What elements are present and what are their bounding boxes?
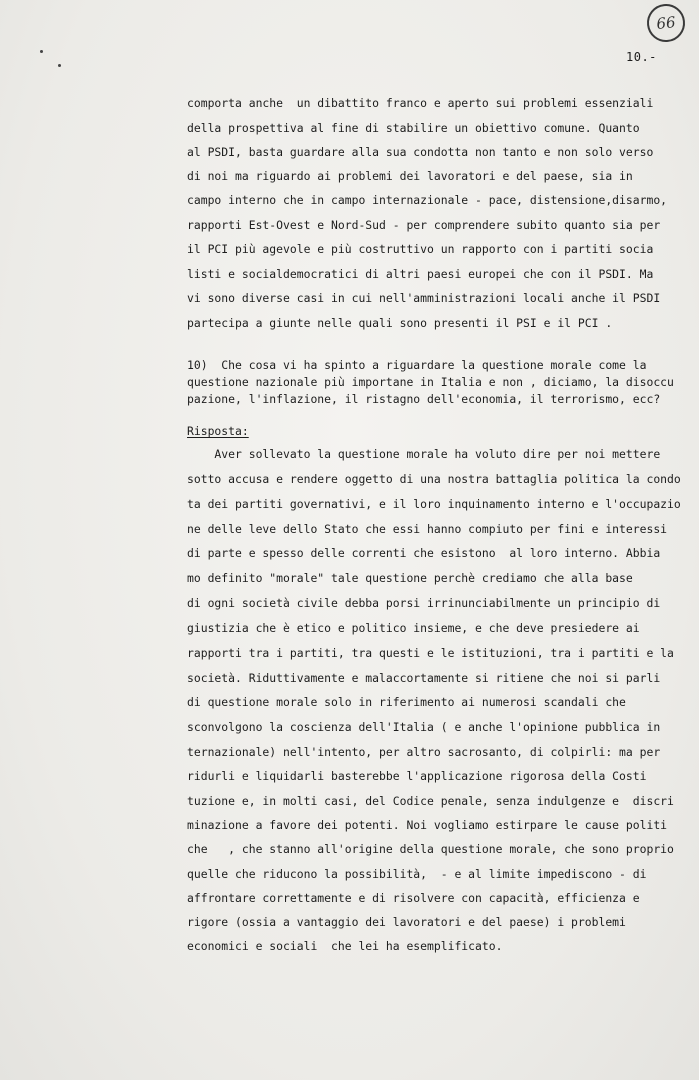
margin-mark-dot: [40, 50, 43, 53]
answer-line: sotto accusa e rendere oggetto di una nostra battaglia politica la condo: [187, 472, 681, 486]
text-line: della prospettiva al fine di stabilire un obiettivo comune. Quanto: [187, 121, 640, 135]
answer-line: Aver sollevato la questione morale ha voluto dire per noi mettere: [187, 447, 661, 461]
page-stamp-circle: 66: [645, 2, 687, 44]
answer-line: sconvolgono la coscienza dell'Italia ( e anche l'opinione pubblica in: [187, 720, 661, 734]
answer-line: quelle che riducono la possibilità, - e al limite impediscono - di: [187, 867, 647, 881]
answer-line: rigore (ossia a vantaggio dei lavoratori e del paese) i problemi: [187, 915, 626, 929]
answer-line: mo definito "morale" tale questione perchè crediamo che alla base: [187, 571, 633, 585]
answer-line: giustizia che è etico e politico insieme, e che deve presiedere ai: [187, 621, 640, 635]
answer-line: minazione a favore dei potenti. Noi vogliamo estirpare le cause politi: [187, 818, 668, 832]
text-line: campo interno che in campo internazionale - pace, distensione,disarmo,: [187, 193, 668, 207]
answer-line: di ogni società civile debba porsi irrinunciabilmente un principio di: [187, 596, 661, 610]
answer-line: affrontare correttamente e di risolvere con capacità, efficienza e: [187, 891, 640, 905]
answer-line: rapporti tra i partiti, tra questi e le istituzioni, tra i partiti e la: [187, 646, 674, 660]
text-line: partecipa a giunte nelle quali sono presenti il PSI e il PCI .: [187, 316, 613, 330]
text-line: vi sono diverse casi in cui nell'amministrazioni locali anche il PSDI: [187, 291, 661, 305]
answer-line: ternazionale) nell'intento, per altro sacrosanto, di colpirli: ma per: [187, 745, 661, 759]
answer-line: società. Riduttivamente e malaccortamente si ritiene che noi si parli: [187, 671, 661, 685]
page-number: 10.-: [626, 50, 657, 64]
answer-line: che , che stanno all'origine della questione morale, che sono proprio: [187, 842, 674, 856]
answer-line: di parte e spesso delle correnti che esistono al loro interno. Abbia: [187, 546, 661, 560]
text-line: di noi ma riguardo ai problemi dei lavoratori e del paese, sia in: [187, 169, 633, 183]
answer-line: ta dei partiti governativi, e il loro inquinamento interno e l'occupazio: [187, 497, 681, 511]
text-line: al PSDI, basta guardare alla sua condotta non tanto e non solo verso: [187, 145, 654, 159]
answer-line: tuzione e, in molti casi, del Codice penale, senza indulgenze e discri: [187, 794, 674, 808]
text-line: listi e socialdemocratici di altri paesi europei che con il PSDI. Ma: [187, 267, 654, 281]
question-line: questione nazionale più importane in Italia e non , diciamo, la disoccu: [187, 375, 674, 389]
answer-line: ridurli e liquidarli basterebbe l'applicazione rigorosa della Costi: [187, 769, 647, 783]
margin-mark-dot: [58, 64, 61, 67]
question-line: 10) Che cosa vi ha spinto a riguardare la questione morale come la: [187, 358, 647, 372]
text-line: comporta anche un dibattito franco e aperto sui problemi essenziali: [187, 96, 654, 110]
answer-line: ne delle leve dello Stato che essi hanno compiuto per fini e interessi: [187, 522, 668, 536]
text-line: il PCI più agevole e più costruttivo un rapporto con i partiti socia: [187, 242, 654, 256]
answer-line: economici e sociali che lei ha esemplificato.: [187, 939, 503, 953]
answer-line: di questione morale solo in riferimento ai numerosi scandali che: [187, 695, 626, 709]
text-line: rapporti Est-Ovest e Nord-Sud - per comprendere subito quanto sia per: [187, 218, 661, 232]
answer-heading: Risposta:: [187, 424, 249, 438]
question-line: pazione, l'inflazione, il ristagno dell'economia, il terrorismo, ecc?: [187, 392, 661, 406]
